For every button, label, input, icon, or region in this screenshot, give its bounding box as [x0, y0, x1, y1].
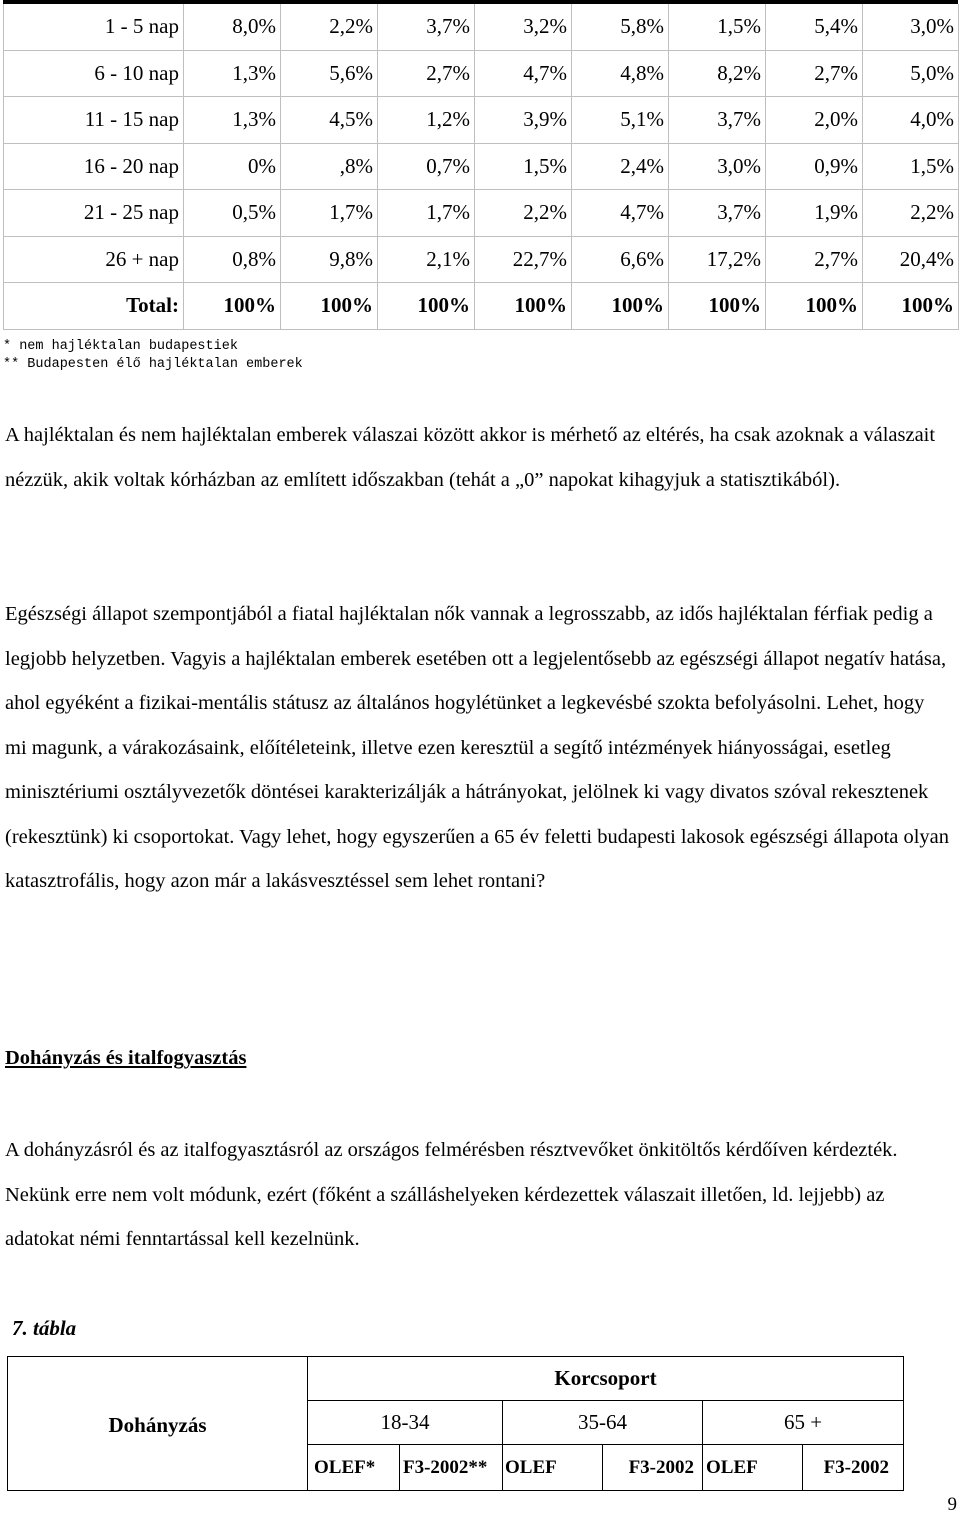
table-cell: 100%	[669, 283, 766, 330]
table-cell: 5,4%	[766, 4, 863, 50]
source-cell	[307, 1444, 400, 1491]
row-header-cell	[7, 1356, 308, 1491]
source-label: OLEF*	[314, 1456, 376, 1478]
table-cell: 100%	[281, 283, 378, 330]
source-label: F3-2002	[823, 1456, 889, 1478]
group-header: Korcsoport	[554, 1366, 657, 1390]
table-cell: 3,0%	[863, 4, 959, 50]
table-cell: 3,0%	[669, 143, 766, 190]
table-cell: 2,7%	[378, 50, 475, 97]
table-cell: 2,7%	[766, 236, 863, 283]
table-cell: 3,7%	[378, 4, 475, 50]
table-cell: 1,7%	[378, 190, 475, 237]
table-cell: 2,0%	[766, 97, 863, 144]
table-cell: 100%	[863, 283, 959, 330]
table-cell: 5,0%	[863, 50, 959, 97]
source-label: OLEF	[505, 1456, 557, 1478]
table-cell: 0,8%	[184, 236, 281, 283]
table-cell: 3,2%	[475, 4, 572, 50]
paragraph-2: Egészségi állapot szempontjából a fiatal hajléktalan nők vannak a legrosszabb, az idős hajléktalan férfiak pedig a legjobb helyzetben. Vagyis a hajléktalan emberek esetében ott a legjelentősebb az egészségi állapot negatív hatása, ahol egyéként a fizikai-mentális státusz az általános hogylétünket a legkevésbé szokta befolyásolni. Lehet, hogy mi magunk, a várakozásaink, előítéleteink, illetve ezen keresztül a segítő intézmények hiányosságai, esetleg minisztériumi osztályvezetők döntései karakterizálják a hátrányokat, jelölnek ki vagy divatos szóval rekesztenek (rekesztünk) ki csoportokat. Vagy lehet, hogy egyszerűen a 65 év feletti budapesti lakosok egészségi állapota olyan katasztrofális, hogy azon már a lakásvesztéssel sem lehet rontani?	[5, 603, 950, 892]
table-cell: 2,2%	[863, 190, 959, 237]
table-cell: 1,3%	[184, 50, 281, 97]
table-cell: 100%	[475, 283, 572, 330]
total-row	[4, 283, 959, 330]
table-cell: 3,9%	[475, 97, 572, 144]
top-table	[3, 0, 958, 330]
table-cell: 0,9%	[766, 143, 863, 190]
table-cell: 1,7%	[281, 190, 378, 237]
table-cell: 100%	[766, 283, 863, 330]
table-cell: 4,8%	[572, 50, 669, 97]
smoking-table	[7, 1356, 904, 1491]
row-label: 26 + nap	[4, 236, 184, 283]
table-cell: 0,7%	[378, 143, 475, 190]
section-heading: Dohányzás és italfogyasztás	[5, 1047, 247, 1069]
table-cell: 1,2%	[378, 97, 475, 144]
table-cell: 1,3%	[184, 97, 281, 144]
table-cell: 5,1%	[572, 97, 669, 144]
source-label: F3-2002**	[403, 1456, 488, 1478]
table-cell: 3,7%	[669, 190, 766, 237]
table-row	[4, 50, 959, 97]
table-7-title: 7. tábla	[12, 1316, 77, 1340]
table-cell: 2,7%	[766, 50, 863, 97]
table-row	[4, 97, 959, 144]
table-cell: 6,6%	[572, 236, 669, 283]
source-cell	[399, 1444, 503, 1491]
table-row	[4, 190, 959, 237]
table-cell: 4,7%	[475, 50, 572, 97]
table-cell: 100%	[184, 283, 281, 330]
group-header-cell	[307, 1356, 904, 1401]
table-cell: 1,5%	[475, 143, 572, 190]
table-cell: 1,5%	[669, 4, 766, 50]
table-cell: 0%	[184, 143, 281, 190]
table-cell: 4,5%	[281, 97, 378, 144]
table-cell: 1,5%	[863, 143, 959, 190]
hospital-days-table	[3, 4, 959, 330]
table-cell: 5,8%	[572, 4, 669, 50]
table-cell: 2,2%	[281, 4, 378, 50]
table-cell: 20,4%	[863, 236, 959, 283]
table-cell: 5,6%	[281, 50, 378, 97]
table-cell: 3,7%	[669, 97, 766, 144]
row-label: 21 - 25 nap	[4, 190, 184, 237]
age-group-label: 18-34	[380, 1410, 430, 1434]
age-group-cell	[702, 1400, 904, 1445]
source-cell	[702, 1444, 803, 1491]
table-cell: 22,7%	[475, 236, 572, 283]
table-cell: 2,1%	[378, 236, 475, 283]
table-cell: 100%	[572, 283, 669, 330]
paragraph-1: A hajléktalan és nem hajléktalan emberek válaszai között akkor is mérhető az eltérés, ha csak azoknak a válaszait nézzük, akik voltak kórházban az említett időszakban (tehát a „0” napokat kihagyjuk a statisztikából).	[5, 424, 936, 491]
table-cell: 8,0%	[184, 4, 281, 50]
table-row	[4, 143, 959, 190]
table-cell: 1,9%	[766, 190, 863, 237]
table-cell: 100%	[378, 283, 475, 330]
table-row	[4, 236, 959, 283]
footnote-1: * nem hajléktalan budapestiek	[3, 339, 238, 354]
paragraph-3: A dohányzásról és az italfogyasztásról az országos felmérésben résztvevőket önkitöltős kérdőíven kérdezték. Nekünk erre nem volt módunk, ezért (főként a szálláshelyeken kérdezettek válaszait illetően, ld. lejjebb) az adatokat némi fenntartással kell kezelnünk.	[5, 1139, 898, 1250]
table-cell: ,8%	[281, 143, 378, 190]
row-label: 6 - 10 nap	[4, 50, 184, 97]
table-cell: 8,2%	[669, 50, 766, 97]
footnote-2: ** Budapesten élő hajléktalan emberek	[3, 357, 303, 372]
table-cell: 4,0%	[863, 97, 959, 144]
source-cell	[502, 1444, 603, 1491]
source-cell	[802, 1444, 904, 1491]
table-row	[4, 4, 959, 50]
row-label: 1 - 5 nap	[4, 4, 184, 50]
row-label: 16 - 20 nap	[4, 143, 184, 190]
row-label: 11 - 15 nap	[4, 97, 184, 144]
source-label: OLEF	[706, 1456, 758, 1478]
row-label: Total:	[4, 283, 184, 330]
row-header: Dohányzás	[108, 1413, 207, 1437]
table-cell: 4,7%	[572, 190, 669, 237]
age-group-label: 65 +	[783, 1410, 823, 1434]
source-label: F3-2002	[628, 1456, 694, 1478]
age-group-cell	[307, 1400, 503, 1445]
table-cell: 9,8%	[281, 236, 378, 283]
age-group-label: 35-64	[578, 1410, 627, 1434]
table-cell: 2,4%	[572, 143, 669, 190]
page-number: 9	[947, 1494, 957, 1515]
table-cell: 17,2%	[669, 236, 766, 283]
source-cell	[602, 1444, 703, 1491]
age-group-cell	[502, 1400, 703, 1445]
table-cell: 2,2%	[475, 190, 572, 237]
table-cell: 0,5%	[184, 190, 281, 237]
